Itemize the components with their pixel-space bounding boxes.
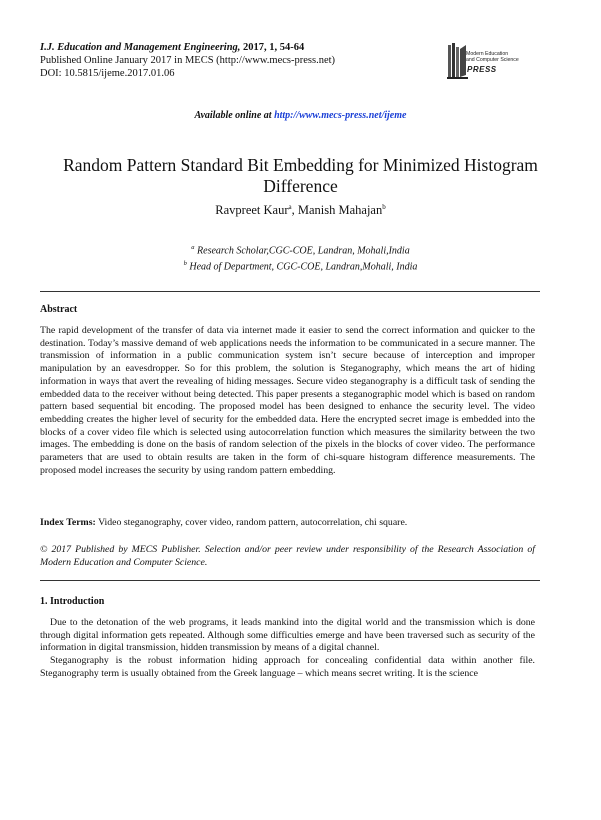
affiliation: $^a$ Research Scholar,CGC-COE, Landran, Mohali,India xyxy=(191,244,410,257)
divider xyxy=(40,291,540,292)
affiliations xyxy=(0,242,601,274)
journal-url-link[interactable]: http://www.mecs-press.net/ijeme xyxy=(274,110,407,121)
abstract-heading: Abstract xyxy=(40,304,78,315)
mecs-press-logo xyxy=(447,39,557,83)
author-name: Ravpreet Kaur xyxy=(215,203,289,218)
introduction-heading: 1. Introduction xyxy=(40,596,105,607)
journal-volume: 2017, 1, 54-64 xyxy=(240,42,305,53)
divider xyxy=(40,580,540,581)
index-terms-text: Video steganography, cover video, random pattern, autocorrelation, chi square. xyxy=(95,517,408,528)
publication-info: Published Online January 2017 in MECS (http://www.mecs-press.net) xyxy=(40,55,336,66)
logo-press: PRESS xyxy=(467,65,497,74)
author-name: Manish Mahajan xyxy=(297,203,383,218)
journal-header xyxy=(40,41,335,80)
availability-prefix: Available online at xyxy=(194,110,275,121)
copyright-notice: © 2017 Published by MECS Publisher. Selection and/or peer review under responsibility of the Research Association of Modern Education and Computer Science. xyxy=(40,544,535,568)
logo-line-2: and Computer Science xyxy=(466,56,519,63)
author-affiliation-mark: b xyxy=(382,203,386,211)
introduction-text xyxy=(40,617,535,681)
index-terms-label: Index Terms: xyxy=(40,517,96,528)
index-terms xyxy=(40,517,535,530)
journal-name: I.J. Education and Management Engineering, xyxy=(40,42,241,53)
affiliation: $^b$ Head of Department, CGC-COE, Landran,Mohali, India xyxy=(183,259,418,273)
paragraph: Steganography is the robust information hiding approach for concealing confidential data within another file. Steganography term is usually obtained from the Greek language – which means secret writing. It is the science xyxy=(40,655,535,679)
author-affiliation-mark: a xyxy=(288,203,292,211)
availability-line xyxy=(0,110,601,121)
paragraph: Due to the detonation of the web programs, it leads mankind into the digital world and the transmission which is done through digital information gets repeated. Although some difficulties emerge and have been traversed such as security of the information in digital transmission, hidden transmission by means of a digital channel. xyxy=(40,617,535,654)
doi: DOI: 10.5815/ijeme.2017.01.06 xyxy=(40,68,175,79)
abstract-text: The rapid development of the transfer of data via internet made it easier to send the correct information and quicker to the destination. Today’s massive demand of web applications needs the information to be communicated in a secure manner. The transmission of information in a public communication system isn’t secure because of interception and improper manipulation by an eavesdropper. So for this problem, the solution is Steganography, which means the art of hiding information in ways that avert the revealing of hiding messages. Secure video steganography is a difficult task of sending the embedded data to the receiver without being detected. This paper presents a steganographic model which is based on random pattern based sequential bit encoding. The proposed model has been designed to enhance the security level. The video embedding creates the higher level of security for the embedded data. Here the encrypted secret image is embedded into the blocks of a cover video file which is selected using autocorrelation function which measures the similarity between the two images. The embedding is done on the basis of random selection of the pixels in the blocks of cover video. The performance parameters that are used to obtain results are taken in the form of chi-square histogram difference measurements. The proposed model increases the security by using random pattern embedding. xyxy=(40,325,535,476)
author-list: Ravpreet Kaur$^a$, Manish Mahajan$^b$ xyxy=(215,203,386,218)
paper-title: Random Pattern Standard Bit Embedding for Minimized Histogram Difference xyxy=(63,155,538,196)
logo-line-1: Modern Education xyxy=(466,51,509,57)
